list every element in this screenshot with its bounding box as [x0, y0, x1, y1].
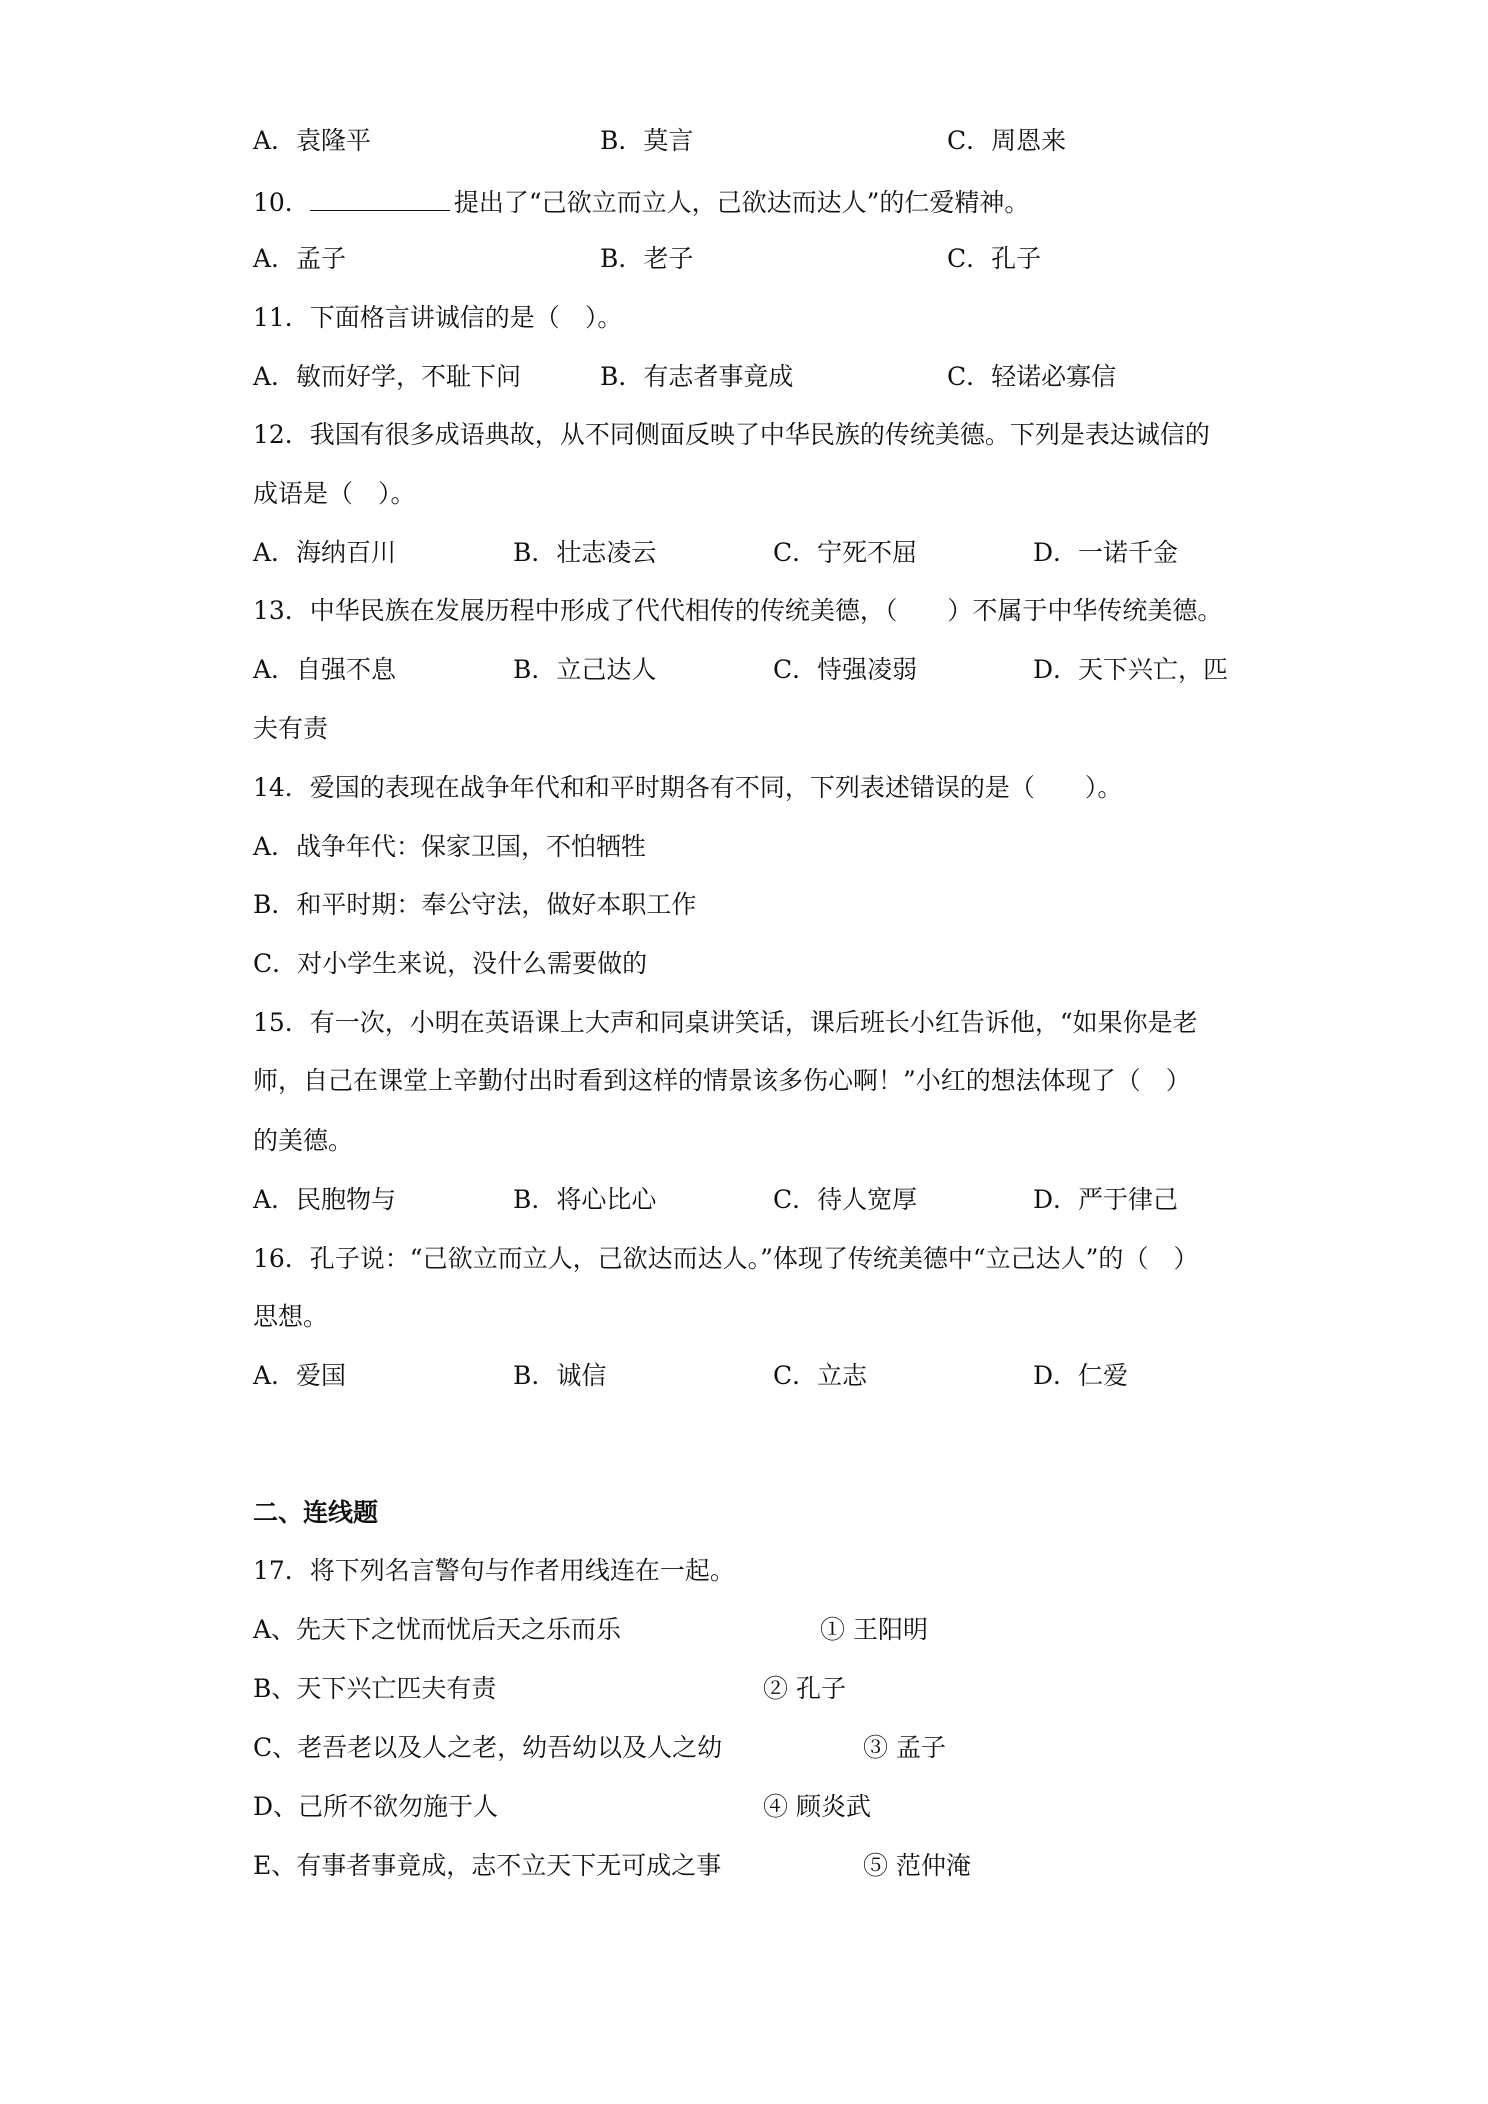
q17-quote-b: B、天下兴亡匹夫有责	[253, 1674, 497, 1703]
q10-blank	[310, 184, 450, 211]
q12-question-line2: 成语是（ ）。	[253, 479, 416, 508]
q10-number: 10．	[253, 188, 310, 217]
q13-option-a: A．自强不息	[253, 655, 397, 684]
q13-option-c: C．恃强凌弱	[773, 655, 918, 684]
q9-option-b: B．莫言	[600, 126, 694, 155]
q17-author-5: ⑤ 范仲淹	[863, 1851, 971, 1880]
q13-question: 13．中华民族在发展历程中形成了代代相传的传统美德，（ ）不属于中华传统美德。	[253, 596, 1223, 625]
q13-option-d-continued: 夫有责	[253, 714, 329, 743]
q17-author-2: ② 孔子	[763, 1674, 846, 1703]
q15-option-d: D．严于律己	[1033, 1185, 1179, 1214]
q12-option-c: C．宁死不屈	[773, 538, 918, 567]
q14-option-a: A．战争年代：保家卫国，不怕牺牲	[253, 832, 647, 861]
q10-option-a: A．孟子	[253, 244, 347, 273]
q17-author-1: ① 王阳明	[820, 1615, 928, 1644]
q10-text: 提出了“己欲立而立人，己欲达而达人”的仁爱精神。	[453, 188, 1030, 217]
q15-question-line3: 的美德。	[253, 1126, 354, 1155]
q17-quote-c: C、老吾老以及人之老，幼吾幼以及人之幼	[253, 1733, 723, 1762]
q12-option-b: B．壮志凌云	[513, 538, 657, 567]
q14-option-b: B．和平时期：奉公守法，做好本职工作	[253, 890, 697, 919]
q16-option-c: C．立志	[773, 1361, 868, 1390]
q16-option-d: D．仁爱	[1033, 1361, 1129, 1390]
q12-option-d: D．一诺千金	[1033, 538, 1179, 567]
q16-option-a: A．爱国	[253, 1361, 347, 1390]
q17-question: 17．将下列名言警句与作者用线连在一起。	[253, 1556, 735, 1585]
q9-option-c: C．周恩来	[947, 126, 1067, 155]
q17-author-4: ④ 顾炎武	[763, 1792, 871, 1821]
q15-question-line1: 15．有一次，小明在英语课上大声和同桌讲笑话，课后班长小红告诉他，“如果你是老	[253, 1008, 1198, 1037]
q10-option-c: C．孔子	[947, 244, 1042, 273]
q12-option-a: A．海纳百川	[253, 538, 397, 567]
section-heading: 二、连线题	[253, 1498, 379, 1527]
q13-option-d: D．天下兴亡，匹	[1033, 655, 1229, 684]
q17-author-3: ③ 孟子	[863, 1733, 946, 1762]
q16-question-line2: 思想。	[253, 1302, 329, 1331]
q16-question-line1: 16．孔子说：“己欲立而立人，己欲达而达人。”体现了传统美德中“立己达人”的（ ）	[253, 1244, 1199, 1273]
q14-option-c: C．对小学生来说，没什么需要做的	[253, 949, 648, 978]
q11-option-a: A．敏而好学，不耻下问	[253, 362, 522, 391]
q11-option-b: B．有志者事竟成	[600, 362, 794, 391]
q17-quote-d: D、己所不欲勿施于人	[253, 1792, 499, 1821]
q15-option-a: A．民胞物与	[253, 1185, 397, 1214]
q17-quote-e: E、有事者事竟成，志不立天下无可成之事	[253, 1851, 722, 1880]
q12-question-line1: 12．我国有很多成语典故，从不同侧面反映了中华民族的传统美德。下列是表达诚信的	[253, 420, 1210, 449]
q15-option-c: C．待人宽厚	[773, 1185, 918, 1214]
q13-option-b: B．立己达人	[513, 655, 657, 684]
q17-quote-a: A、先天下之忧而忧后天之乐而乐	[253, 1615, 622, 1644]
q10-question	[253, 184, 1029, 220]
q10-option-b: B．老子	[600, 244, 694, 273]
q11-question: 11．下面格言讲诚信的是（ ）。	[253, 303, 623, 332]
q9-option-a: A．袁隆平	[253, 126, 372, 155]
q14-question: 14．爱国的表现在战争年代和和平时期各有不同，下列表述错误的是（ ）。	[253, 773, 1123, 802]
q15-option-b: B．将心比心	[513, 1185, 657, 1214]
q15-question-line2: 师，自己在课堂上辛勤付出时看到这样的情景该多伤心啊！”小红的想法体现了（ ）	[253, 1066, 1191, 1095]
q16-option-b: B．诚信	[513, 1361, 607, 1390]
q11-option-c: C．轻诺必寡信	[947, 362, 1117, 391]
